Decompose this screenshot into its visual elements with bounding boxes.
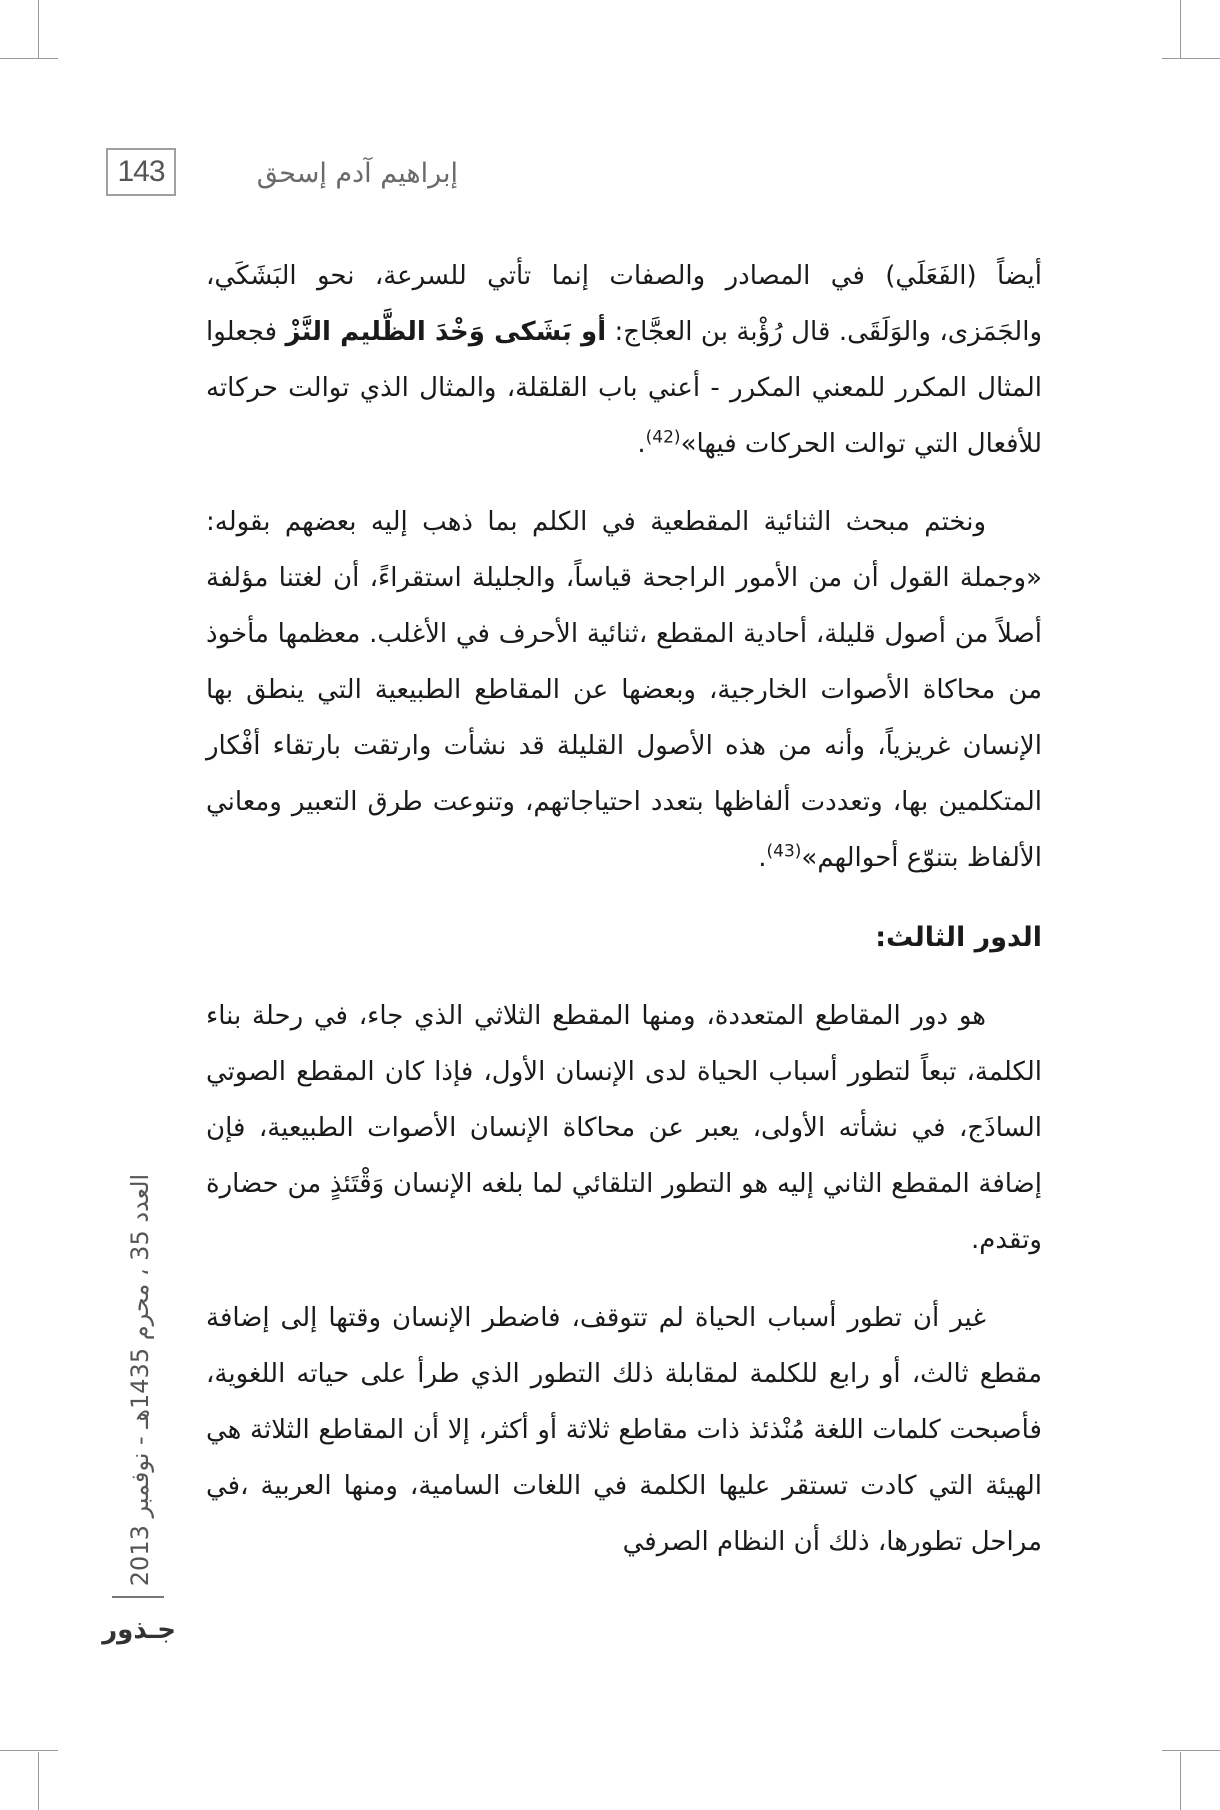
crop-mark [1180,0,1181,58]
crop-mark [38,0,39,58]
paragraph-4: غير أن تطور أسباب الحياة لم تتوقف، فاضطر الإنسان وقتها إلى إضافة مقطع ثالث، أو رابع للكلمة لمقابلة ذلك التطور الذي طرأ على حياته اللغوية، فأصبحت كلمات اللغة مُنْذئذ ذات مقاطع ثلاثة أو أكثر، إلا أن المقاطع الثلاثة هي الهيئة التي كادت تستقر عليها الكلمة في اللغات السامية، ومنها العربية ،في مراحل تطورها، ذلك أن النظام الصرفي [206,1303,1042,1557]
crop-mark [0,58,58,59]
poetry-quote: أو بَشَكى وَخْدَ الظَّليم النَّزْ [285,317,607,347]
paragraph-1-continued: فجعلوا المثال المكرر للمعني المكرر - أعني باب القلقلة، والمثال الذي توالت حركاته للأفعال التي توالت الحركات فيها» [206,317,1042,459]
page-number: 143 [106,148,176,196]
paragraph-2-text: ونختم مبحث الثنائية المقطعية في الكلم بما ذهب إليه بعضهم بقوله: «وجملة القول أن من الأمور الراجحة قياساً، والجليلة استقراءً، أن لغتنا مؤلفة أصلاً من أصول قليلة، أحادية المقطع ،ثنائية الأحرف في الأغلب. معظمها مأخوذ من محاكاة الأصوات الخارجية، وبعضها عن المقاطع الطبيعية التي ينطق بها الإنسان غريزياً، وأنه من هذه الأصول القليلة قد نشأت وارتقت بارتقاء أفْكار المتكلمين بها، وتعددت ألفاظها بتعدد احتياجاتهم، وتنوعت طرق التعبير ومعاني الألفاظ بتنوّع أحوالهم» [206,507,1042,873]
crop-mark [1162,1750,1220,1751]
paragraph-2-end: . [758,843,767,873]
footnote-ref-43: (43) [766,841,802,862]
issue-info: العدد 35 ، محرم 1435هـ - نوفمبر 2013 [126,1173,154,1587]
journal-logo: جـذور [102,1615,176,1645]
crop-mark [38,1752,39,1810]
issue-sidebar [108,1150,172,1610]
body-text [206,248,1042,1570]
footnote-ref-42: (42) [645,427,681,448]
section-heading: الدور الثالث: [875,922,1042,953]
running-head: إبراهيم آدم إسحق [256,158,458,189]
crop-mark [1180,1752,1181,1810]
paragraph-1-text: أيضاً (الفَعَلَي) في المصادر والصفات إنما تأتي للسرعة، نحو البَشَكَي، والجَمَزى، والوَلَقَى. قال رُؤْبة بن العجَّاج: [206,261,1043,347]
sidebar-divider [112,1596,164,1598]
paragraph-3: هو دور المقاطع المتعددة، ومنها المقطع الثلاثي الذي جاء، في رحلة بناء الكلمة، تبعاً لتطور أسباب الحياة لدى الإنسان الأول، فإذا كان المقطع الصوتي الساذَج، في نشأته الأولى، يعبر عن محاكاة الإنسان الأصوات الطبيعية، فإن إضافة المقطع الثاني إليه هو التطور التلقائي لما بلغه الإنسان وَقْتَئذٍ من حضارة وتقدم. [206,1001,1042,1255]
crop-mark [1162,58,1220,59]
crop-mark [0,1750,58,1751]
paragraph-1-end: . [637,429,646,459]
paragraph-1 [206,248,1042,472]
paragraph-2 [206,494,1042,886]
